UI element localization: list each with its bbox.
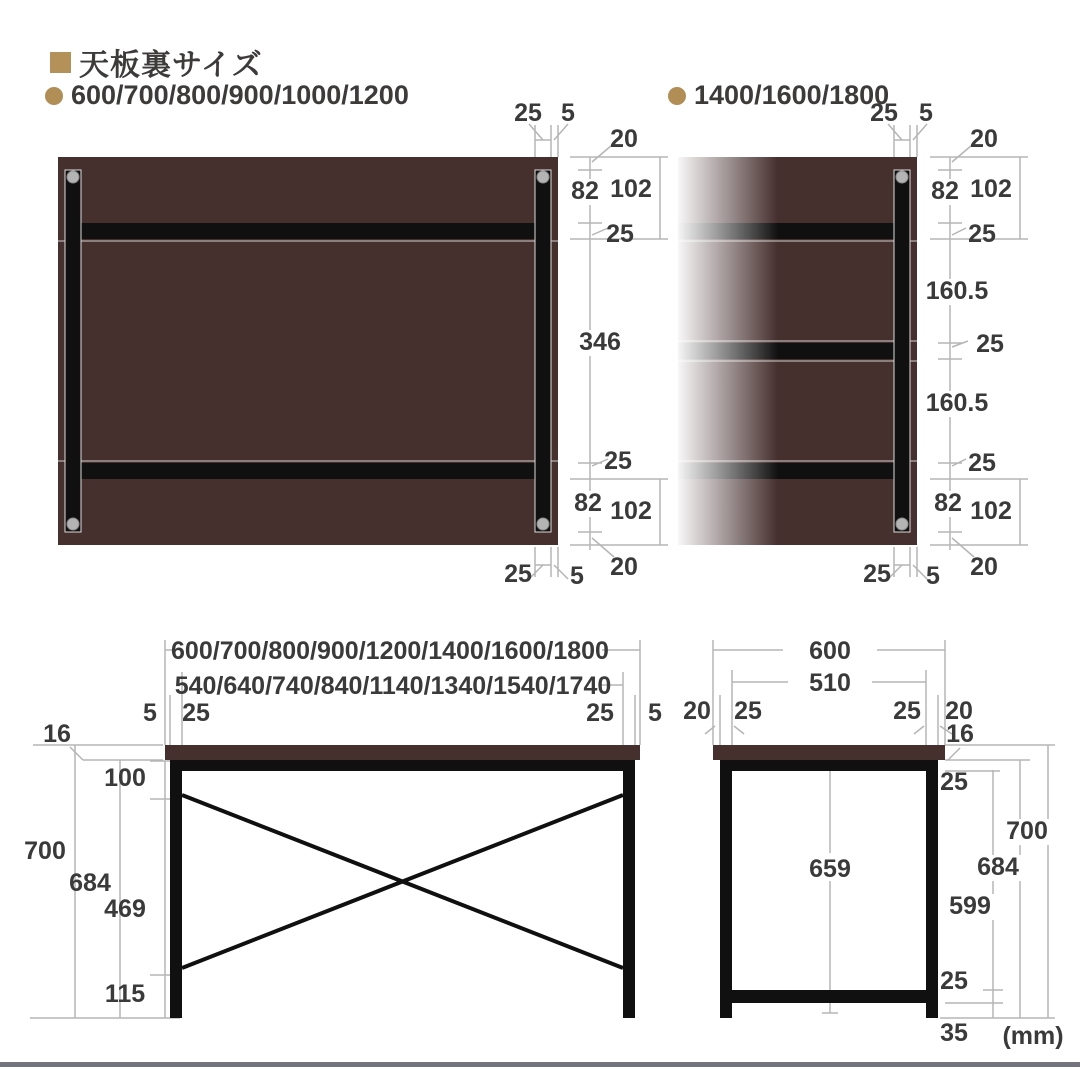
leg-left [170, 760, 182, 1018]
dim-label: 100 [104, 764, 146, 792]
side-rail-right [535, 170, 551, 532]
dim-label: 25 [863, 560, 891, 588]
series-left-label: 600/700/800/900/1000/1200 [71, 80, 409, 110]
top-frame-bar [170, 760, 635, 771]
dim-label: 599 [949, 892, 991, 920]
dim-label: 510 [809, 669, 851, 697]
screw-icon [67, 518, 79, 530]
front-elevation [0, 620, 670, 1069]
inner-width-label: 540/640/740/840/1140/1340/1540/1740 [174, 672, 612, 700]
dim-label: 25 [734, 697, 762, 725]
dim-label: 346 [579, 328, 621, 356]
outer-width-label: 600/700/800/900/1200/1400/1600/1800 [171, 637, 609, 665]
dim-label: 5 [570, 562, 584, 590]
unit-label: (mm) [1002, 1022, 1064, 1050]
dim-label: 20 [970, 125, 998, 153]
dim-label: 600 [809, 637, 851, 665]
plan-view-small [40, 95, 660, 595]
dim-label: 25 [968, 220, 996, 248]
dim-label: 5 [143, 699, 157, 727]
dim-label: 20 [683, 697, 711, 725]
plan-view-large [660, 95, 1080, 595]
frame-bar-bottom [76, 463, 535, 479]
top-frame-bar [720, 760, 938, 771]
dim-label: 25 [976, 330, 1004, 358]
dim-label: 659 [809, 855, 851, 883]
tabletop-underside [58, 157, 558, 545]
cross-brace [182, 795, 623, 968]
dim-label: 25 [504, 560, 532, 588]
leg-front [720, 760, 732, 1018]
dim-label: 25 [182, 699, 210, 727]
dim-label: 20 [610, 125, 638, 153]
dim-label: 469 [104, 895, 146, 923]
page-title: 天板裏サイズ [79, 49, 263, 82]
side-rail-right [894, 170, 910, 532]
side-rail-left [65, 170, 81, 532]
dim-label: 115 [104, 980, 146, 1008]
dim-label: 20 [945, 697, 973, 725]
leg-right [623, 760, 635, 1018]
screw-icon [896, 171, 908, 183]
frame-bar-top [76, 223, 535, 239]
dim-label: 5 [648, 699, 662, 727]
screw-icon [896, 518, 908, 530]
bottom-frame-bar [726, 990, 932, 1003]
dim-label: 102 [970, 175, 1012, 203]
dim-label: 5 [561, 99, 575, 127]
dim-label: 25 [586, 699, 614, 727]
dim-label: 20 [610, 553, 638, 581]
dim-label: 35 [940, 1019, 968, 1047]
dim-label: 102 [610, 497, 652, 525]
dim-label: 25 [940, 768, 968, 796]
dim-label: 16 [43, 720, 71, 748]
dim-label: 25 [870, 99, 898, 127]
dim-label: 25 [968, 449, 996, 477]
dim-label: 102 [970, 497, 1012, 525]
leg-back [926, 760, 938, 1018]
dim-label: 82 [934, 489, 962, 517]
screw-icon [537, 518, 549, 530]
dim-label: 16 [946, 720, 974, 748]
dim-label: 25 [514, 99, 542, 127]
dim-label: 5 [926, 562, 940, 590]
dim-label: 25 [604, 447, 632, 475]
dim-label: 684 [69, 869, 111, 897]
page-title-row [50, 40, 263, 84]
dim-label: 160.5 [925, 277, 989, 305]
screw-icon [537, 171, 549, 183]
side-elevation [670, 620, 1080, 1069]
dim-label: 25 [606, 220, 634, 248]
screw-icon [67, 171, 79, 183]
dim-label: 5 [919, 99, 933, 127]
dim-label: 700 [1006, 817, 1048, 845]
dim-label: 20 [970, 553, 998, 581]
tabletop [165, 745, 640, 760]
square-bullet-icon [50, 52, 71, 73]
dim-label: 25 [940, 967, 968, 995]
dim-label: 160.5 [925, 389, 989, 417]
series-right-label: 1400/1600/1800 [694, 80, 890, 110]
dim-label: 82 [571, 177, 599, 205]
dim-label: 102 [610, 175, 652, 203]
dim-label: 700 [24, 837, 66, 865]
dim-label: 684 [977, 853, 1019, 881]
tabletop [713, 745, 945, 760]
dim-label: 82 [931, 177, 959, 205]
dim-label: 25 [893, 697, 921, 725]
fade-overlay [674, 153, 778, 549]
footer-divider [0, 1062, 1080, 1067]
dim-label: 82 [574, 489, 602, 517]
